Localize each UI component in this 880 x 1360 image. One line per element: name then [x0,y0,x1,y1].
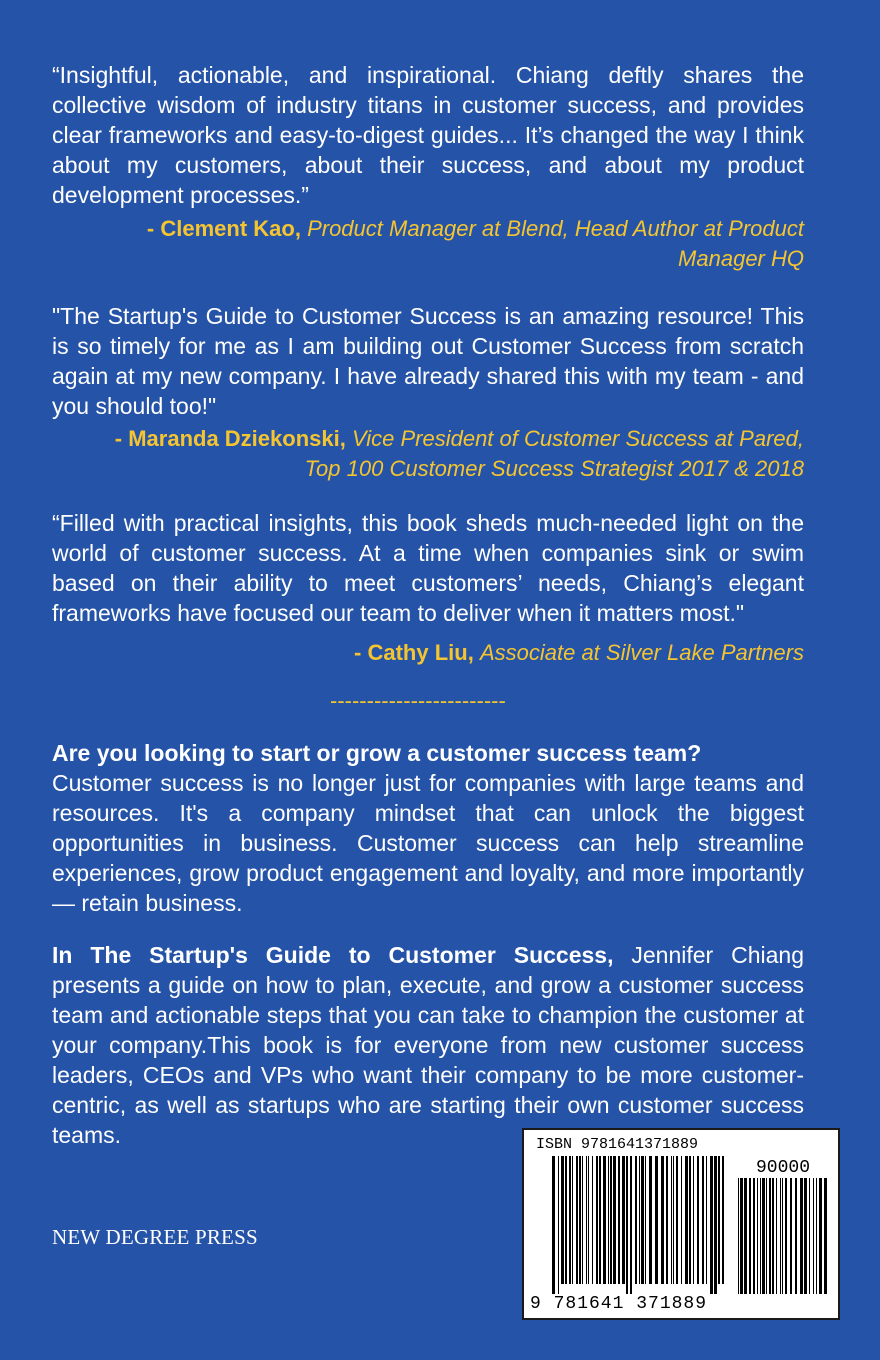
barcode-bar [681,1156,682,1284]
barcode-bar [630,1156,632,1294]
barcode-bar [740,1178,743,1294]
barcode-bar [795,1178,797,1294]
isbn-label: ISBN 9781641371889 [536,1136,699,1153]
barcode-bar [608,1156,609,1284]
testimonial-quote: “Filled with practical insights, this book sheds much-needed light on the world of customer success. At a time when companies sink or swim based on their ability to meet customers’ needs, Chiang’s elegant frameworks have focused our team to deliver when it matters most." [52,510,804,626]
barcode-bars-main [552,1156,728,1294]
barcode-bars-addon [738,1178,828,1304]
barcode-bar [693,1156,694,1284]
barcode-bar [722,1156,724,1284]
barcode-bar [676,1156,678,1284]
barcode-bar [671,1156,672,1284]
barcode-bar [813,1178,814,1294]
barcode-bar [819,1178,822,1294]
barcode-bar [816,1178,817,1294]
barcode-bar [753,1178,755,1294]
testimonial-quote: "The Startup's Guide to Customer Success is an amazing resource! This is so timely for me as I am building out Customer Success from scratch again at my new company. I have already shared this with my team - and you should too!" [52,303,804,419]
barcode-bar [572,1156,573,1284]
barcode-bar [714,1156,717,1294]
barcode-bar [809,1178,810,1294]
barcode-bar [576,1156,578,1284]
barcode-bar [610,1156,612,1284]
barcode-bar [645,1156,646,1284]
barcode-bar [579,1156,581,1284]
section-divider: ------------------------ [330,688,506,713]
testimonial-author: - Cathy Liu, [354,640,474,665]
barcode-bar [790,1178,792,1294]
barcode-bar [762,1178,765,1294]
book-title-inline: In The Startup's Guide to Customer Success, [52,942,614,968]
barcode-bar [603,1156,606,1284]
barcode-bar [738,1178,739,1294]
barcode-bar [582,1156,583,1284]
testimonial-attribution [84,424,804,484]
barcode-bar [596,1156,598,1284]
barcode-bar [776,1178,777,1294]
barcode-bar [689,1156,691,1284]
barcode-bar [782,1178,783,1294]
barcode-bar [552,1156,555,1294]
testimonial-author-role: Associate at Silver Lake Partners [479,640,804,665]
barcode-bar [649,1156,652,1284]
testimonial-attribution [84,638,804,668]
testimonial-attribution [84,214,804,274]
barcode-bar [800,1178,803,1294]
barcode-bar [639,1156,640,1284]
barcode-bar [702,1156,704,1284]
testimonial-quote: “Insightful, actionable, and inspirational. Chiang deftly shares the collective wisdom of industry titans in customer success, and provides clear frameworks and easy-to-digest guides... It’s changed the way I think about my customers, about their success, and about my product development processes.” [52,62,804,208]
barcode-bar [772,1178,774,1294]
barcode-bar [697,1156,699,1284]
barcode-bar [769,1178,771,1294]
barcode-bar [749,1178,751,1294]
barcode-bar [706,1156,707,1284]
barcode-bar [561,1156,564,1284]
barcode-bar [565,1156,567,1284]
isbn-barcode [522,1128,840,1320]
barcode-bar [635,1156,637,1284]
barcode-bar [626,1156,628,1294]
barcode-bar [592,1156,593,1284]
barcode-bar [586,1156,587,1284]
testimonial-author: - Maranda Dziekonski, [114,426,346,451]
barcode-bar [760,1178,761,1294]
testimonial-author-role: Product Manager at Blend, Head Author at Product Manager HQ [307,216,804,271]
barcode-bar [824,1178,827,1294]
barcode-bar [785,1178,787,1294]
description-heading: Are you looking to start or grow a customer success team? [52,740,702,766]
description-text: Jennifer Chiang presents a guide on how to plan, execute, and grow a customer success team and actionable steps that you can take to champion the customer at your company.This book is for everyone from new customer success leaders, CEOs and VPs who want their company to be more customer-centric, as well as startups who are starting their own customer success teams. [52,942,804,1148]
barcode-bar [757,1178,758,1294]
barcode-bar [718,1156,720,1284]
barcode-bar [666,1156,668,1284]
barcode-bar [613,1156,616,1284]
barcode-bar [710,1156,713,1294]
barcode-bar [641,1156,644,1284]
testimonial-author-role: Vice President of Customer Success at Pared, Top 100 Customer Success Strategist 2017 & 2018 [304,426,804,481]
price-code: 90000 [756,1158,811,1178]
barcode-bar [780,1178,781,1294]
barcode-bar [588,1156,589,1284]
barcode-bar [661,1156,664,1284]
description-paragraph [52,940,804,1150]
barcode-bar [655,1156,658,1284]
publisher-name: NEW DEGREE PRESS [52,1225,258,1249]
barcode-bar [685,1156,688,1284]
barcode-digits: 9 781641 371889 [530,1294,708,1314]
barcode-bar [744,1178,747,1294]
testimonial-author: - Clement Kao, [146,216,301,241]
barcode-bar [569,1156,571,1284]
description-paragraph: Customer success is no longer just for companies with large teams and resources. It's a company mindset that can unlock the biggest opportunities in business. Customer success can help streamline experiences, grow product engagement and loyalty, and more importantly — retain business. [52,770,804,916]
barcode-bar [673,1156,674,1284]
barcode-bar [618,1156,620,1284]
barcode-bar [622,1156,625,1284]
barcode-bar [599,1156,601,1284]
barcode-bar [558,1156,559,1294]
barcode-bar [804,1178,807,1294]
barcode-bar [766,1178,767,1294]
